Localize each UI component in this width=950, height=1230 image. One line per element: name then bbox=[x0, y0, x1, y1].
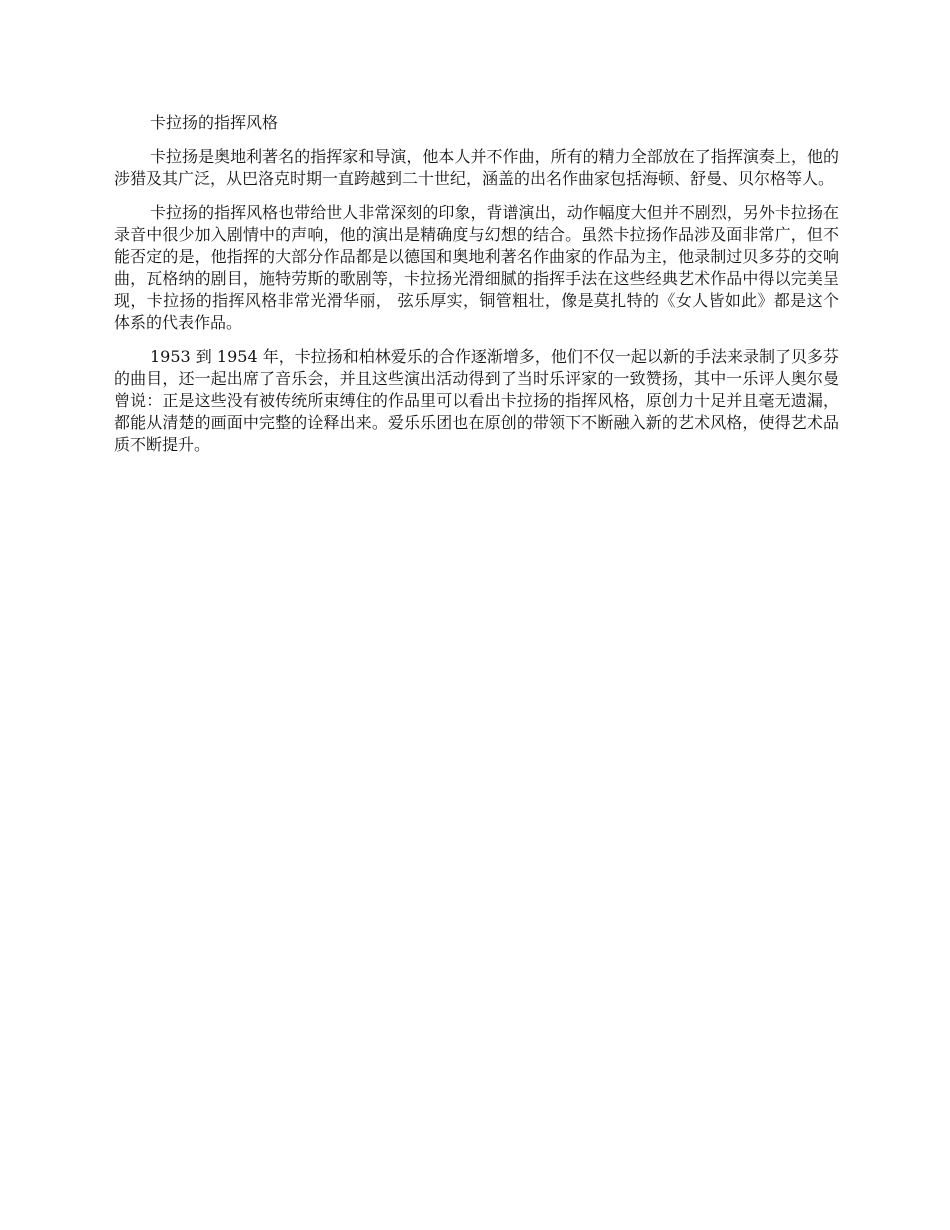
document-title: 卡拉扬的指挥风格 bbox=[150, 113, 279, 132]
document-page bbox=[114, 112, 839, 468]
paragraph-berlin-phil: 1953 到 1954 年，卡拉扬和柏林爱乐的合作逐渐增多，他们不仅一起以新的手法来录制了贝多芬的曲目，还一起出席了音乐会，并且这些演出活动得到了当时乐评家的一致赞扬，其中一乐评人奥尔曼曾说：正是这些没有被传统所束缚住的作品里可以看出卡拉扬的指挥风格，原创力十足并且毫无遗漏，都能从清楚的画面中完整的诠释出来。爱乐乐团也在原创的带领下不断融入新的艺术风格，使得艺术品质不断提升。 bbox=[114, 347, 839, 454]
paragraph-intro: 卡拉扬是奥地利著名的指挥家和导演，他本人并不作曲，所有的精力全部放在了指挥演奏上，他的涉猎及其广泛，从巴洛克时期一直跨越到二十世纪，涵盖的出名作曲家包括海顿、舒曼、贝尔格等人。 bbox=[114, 147, 839, 188]
paragraph-style: 卡拉扬的指挥风格也带给世人非常深刻的印象，背谱演出，动作幅度大但并不剧烈，另外卡拉扬在录音中很少加入剧情中的声响，他的演出是精确度与幻想的结合。虽然卡拉扬作品涉及面非常广，但不能否定的是，他指挥的大部分作品都是以德国和奥地利著名作曲家的作品为主，他录制过贝多芬的交响曲，瓦格纳的剧目，施特劳斯的歌剧等，卡拉扬光滑细腻的指挥手法在这些经典艺术作品中得以完美呈现，卡拉扬的指挥风格非常光滑华丽， 弦乐厚实，铜管粗壮，像是莫扎特的《女人皆如此》都是这个体系的代表作品。 bbox=[114, 203, 839, 332]
